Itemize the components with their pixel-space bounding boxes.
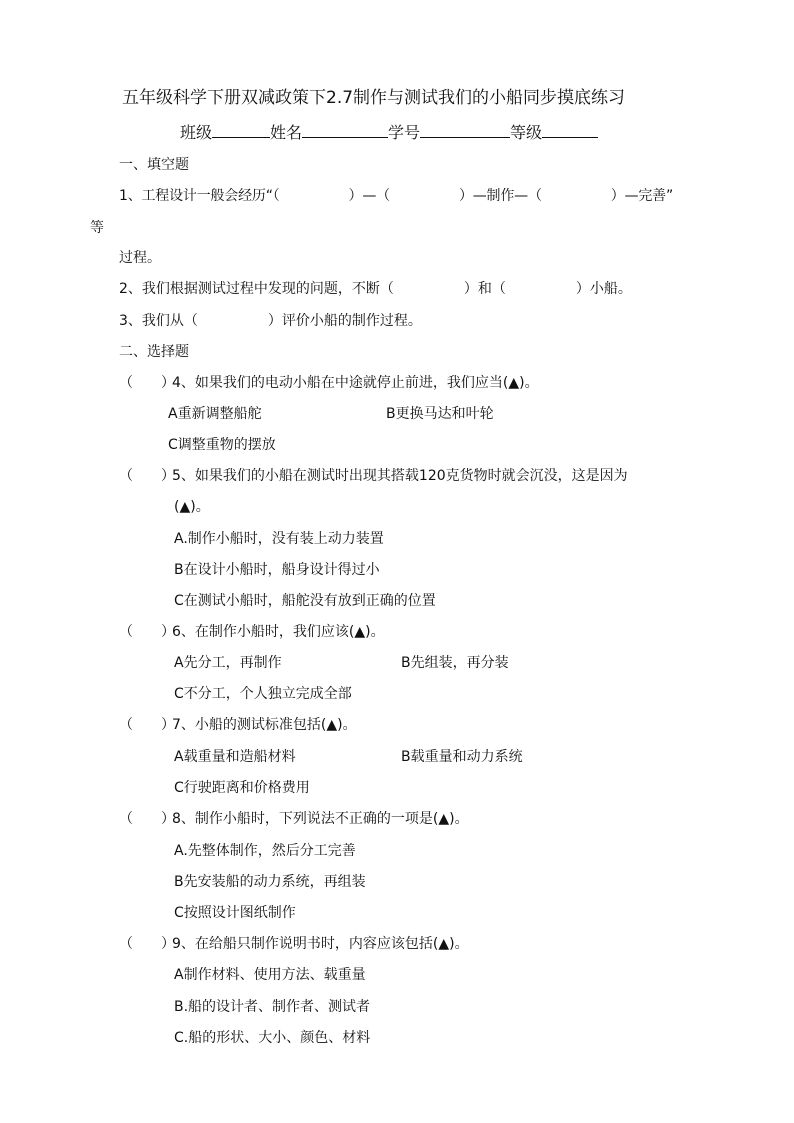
question-5-option-c: C在测试小船时，船舵没有放到正确的位置	[174, 593, 436, 609]
question-4-option-c: C调整重物的摆放	[168, 437, 276, 453]
class-label: 班级	[180, 123, 213, 142]
name-blank[interactable]	[302, 123, 388, 138]
answer-bracket-q6[interactable]: （ ）	[119, 624, 175, 640]
question-3: 3、我们从（ ）评价小船的制作过程。	[119, 313, 422, 329]
answer-bracket-q9[interactable]: （ ）	[119, 936, 175, 952]
question-6-option-c: C不分工，个人独立完成全部	[174, 686, 352, 702]
question-4-option-a: A重新调整船舵	[168, 406, 262, 422]
question-6-option-b: B先组装，再分装	[401, 655, 509, 671]
question-7-stem: 7、小船的测试标准包括(▲)。	[172, 717, 357, 733]
answer-bracket-q4[interactable]: （ ）	[119, 375, 175, 391]
section1-heading: 一、填空题	[119, 157, 189, 173]
question-7-option-a: A载重量和造船材料	[174, 749, 296, 765]
id-blank[interactable]	[420, 123, 510, 138]
question-8-option-b: B先安装船的动力系统，再组装	[174, 874, 366, 890]
section2-heading: 二、选择题	[119, 344, 189, 360]
grade-blank[interactable]	[542, 123, 598, 138]
question-1-line2: 过程。	[119, 250, 161, 266]
worksheet-title: 五年级科学下册双减政策下2.7制作与测试我们的小船同步摸底练习	[122, 88, 626, 108]
question-4-option-b: B更换马达和叶轮	[386, 406, 494, 422]
question-8-stem: 8、制作小船时，下列说法不正确的一项是(▲)。	[172, 811, 469, 827]
answer-bracket-q7[interactable]: （ ）	[119, 717, 175, 733]
question-9-stem: 9、在给船只制作说明书时，内容应该包括(▲)。	[172, 936, 469, 952]
question-5-option-a: A.制作小船时，没有装上动力装置	[174, 531, 384, 547]
question-9-option-c: C.船的形状、大小、颜色、材料	[174, 1030, 371, 1046]
question-1: 1、工程设计一般会经历“（ ）—（ ）—制作—（ ）—完善”	[119, 188, 674, 204]
question-8-option-c: C按照设计图纸制作	[174, 905, 296, 921]
question-9-option-b: B.船的设计者、制作者、测试者	[174, 999, 371, 1015]
name-label: 姓名	[270, 123, 303, 142]
question-4-stem: 4、如果我们的电动小船在中途就停止前进，我们应当(▲)。	[172, 375, 539, 391]
question-5-option-b: B在设计小船时，船身设计得过小	[174, 562, 380, 578]
question-2: 2、我们根据测试过程中发现的问题，不断（ ）和（ ）小船。	[119, 281, 632, 297]
id-label: 学号	[388, 123, 421, 142]
question-5-stem: 5、如果我们的小船在测试时出现其搭载120克货物时就会沉没，这是因为	[172, 468, 628, 484]
question-8-option-a: A.先整体制作，然后分工完善	[174, 843, 356, 859]
grade-label: 等级	[510, 123, 543, 142]
question-6-stem: 6、在制作小船时，我们应该(▲)。	[172, 624, 385, 640]
question-1-wrap: 等	[90, 220, 104, 236]
answer-bracket-q5[interactable]: （ ）	[119, 468, 175, 484]
answer-bracket-q8[interactable]: （ ）	[119, 811, 175, 827]
question-6-option-a: A先分工，再制作	[174, 655, 282, 671]
question-5-stem-cont: (▲)。	[174, 499, 210, 515]
class-blank[interactable]	[212, 123, 270, 138]
question-7-option-c: C行驶距离和价格费用	[174, 780, 310, 796]
question-7-option-b: B载重量和动力系统	[401, 749, 523, 765]
question-9-option-a: A制作材料、使用方法、载重量	[174, 967, 366, 983]
student-info-line	[180, 123, 598, 143]
